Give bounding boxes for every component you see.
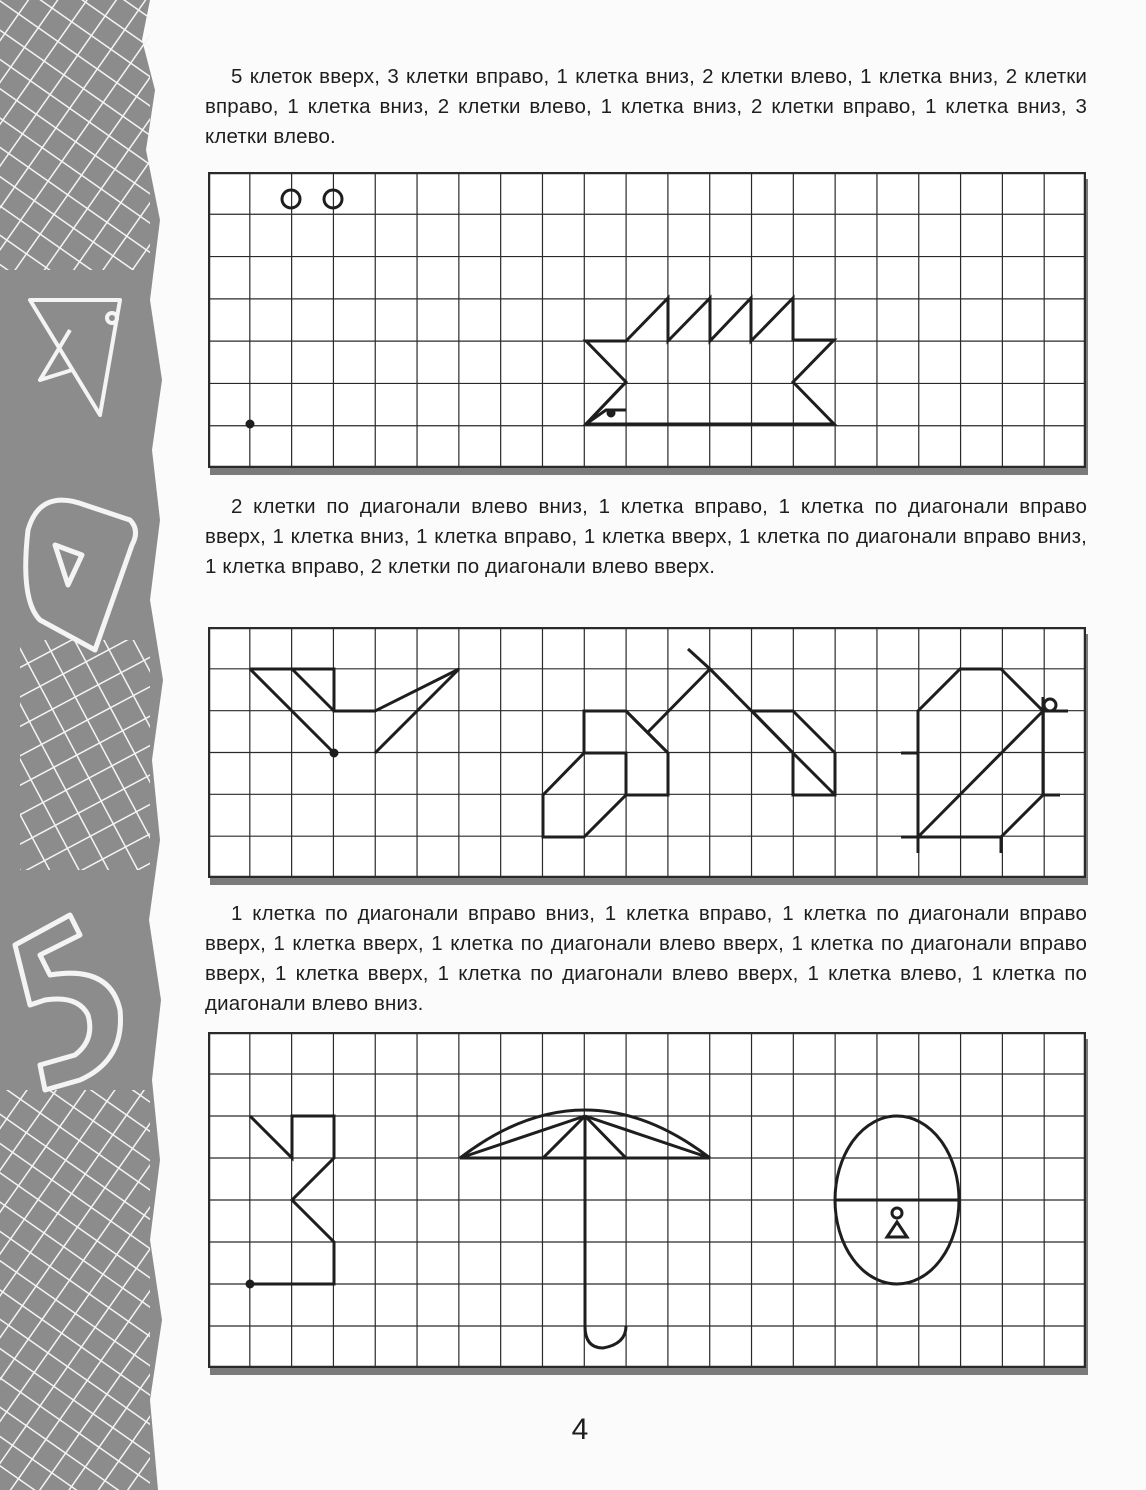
box-beetle-figure xyxy=(901,669,1068,853)
grid-lines xyxy=(208,627,1086,878)
grid-panel-2 xyxy=(208,627,1086,878)
egg-chick-figure xyxy=(835,1116,959,1284)
sidebar-grid-bottom xyxy=(0,1090,150,1490)
start-point xyxy=(247,421,253,427)
grid-panel-1 xyxy=(208,172,1086,468)
umbrella-figure xyxy=(460,1110,710,1348)
bird-start-figure xyxy=(250,669,459,756)
instruction-1: 5 клеток вверх, 3 клетки вправо, 1 клетка вниз, 2 клетки влево, 1 клетка вниз, 2 клетки вправо, 1 клетка вниз, 2 клетки влево, 1 клетка вниз, 2 клетки вправо, 1 клетка вниз, 3 клетки влево. xyxy=(205,65,1087,148)
eye-circle-left xyxy=(282,190,300,208)
chick-start-figure xyxy=(247,1116,334,1287)
page-number: 4 xyxy=(571,1413,589,1446)
grid-panel-3 xyxy=(208,1032,1086,1368)
sidebar-grid-middle xyxy=(20,640,150,870)
instruction-2: 2 клетки по диагонали влево вниз, 1 клетка вправо, 1 клетка по диагонали вправо вверх, 1 клетка вниз, 1 клетка вправо, 1 клетка вверх, 1 клетка по диагонали вправо вниз, 1 клетка вправо, 2 клетки по диагонали влево вверх. xyxy=(205,495,1087,578)
decorative-sidebar xyxy=(0,0,175,1490)
mushroom-leaf-figure xyxy=(543,649,835,837)
instruction-3: 1 клетка по диагонали вправо вниз, 1 клетка вправо, 1 клетка по диагонали вправо вверх, 1 клетка вверх, 1 клетка по диагонали влево вверх, 1 клетка по диагонали вправо вверх, 1 клетка вверх, 1 клетка по диагонали влево вверх, 1 клетка влево, 1 клетка по диагонали влево вниз. xyxy=(205,902,1087,1015)
sidebar-grid-top xyxy=(0,0,150,270)
